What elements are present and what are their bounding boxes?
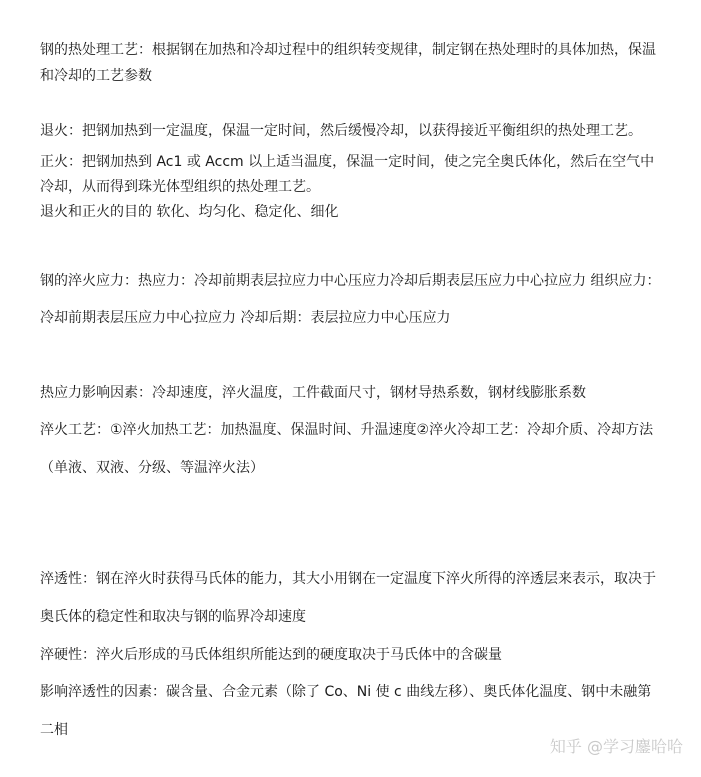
text-line-heat-treatment-def-2: 和冷却的工艺参数 — [40, 68, 152, 84]
text-line-quench-process-1: 淬火工艺：①淬火加热工艺：加热温度、保温时间、升温速度②淬火冷却工艺：冷却介质、冷却方法 — [40, 422, 654, 438]
text-line-normalizing-2: 冷却，从而得到珠光体型组织的热处理工艺。 — [40, 179, 320, 195]
text-line-thermal-stress-factors: 热应力影响因素：冷却速度，淬火温度，工件截面尺寸，钢材导热系数，钢材线膨胀系数 — [40, 385, 586, 401]
text-line-quench-process-2: （单液、双液、分级、等温淬火法） — [40, 460, 264, 476]
text-line-hardness: 淬硬性：淬火后形成的马氏体组织所能达到的硬度取决于马氏体中的含碳量 — [40, 647, 502, 663]
text-line-factors-1: 影响淬透性的因素：碳含量、合金元素（除了 Co、Ni 使 c 曲线左移）、奥氏体化温度、钢中未融第 — [40, 684, 652, 700]
text-line-heat-treatment-def-1: 钢的热处理工艺：根据钢在加热和冷却过程中的组织转变规律，制定钢在热处理时的具体加热，保温 — [40, 42, 656, 58]
text-line-hardenability-1: 淬透性：钢在淬火时获得马氏体的能力，其大小用钢在一定温度下淬火所得的淬透层来表示，取决于 — [40, 571, 656, 587]
text-line-factors-2: 二相 — [40, 722, 68, 738]
text-line-purpose: 退火和正火的目的 软化、均匀化、稳定化、细化 — [40, 204, 339, 220]
text-line-quench-stress-2: 冷却前期表层压应力中心拉应力 冷却后期：表层拉应力中心压应力 — [40, 310, 451, 326]
text-line-quench-stress-1: 钢的淬火应力：热应力：冷却前期表层拉应力中心压应力冷却后期表层压应力中心拉应力 组织应力： — [40, 273, 661, 289]
text-line-normalizing-1: 正火：把钢加热到 Ac1 或 Accm 以上适当温度，保温一定时间，使之完全奥氏体化，然后在空气中 — [40, 154, 655, 170]
text-line-annealing: 退火：把钢加热到一定温度，保温一定时间，然后缓慢冷却，以获得接近平衡组织的热处理工艺。 — [40, 123, 642, 139]
text-line-hardenability-2: 奥氏体的稳定性和取决与钢的临界冷却速度 — [40, 609, 306, 625]
zhihu-watermark: 知乎 @学习鏖哈哈 — [549, 737, 683, 756]
